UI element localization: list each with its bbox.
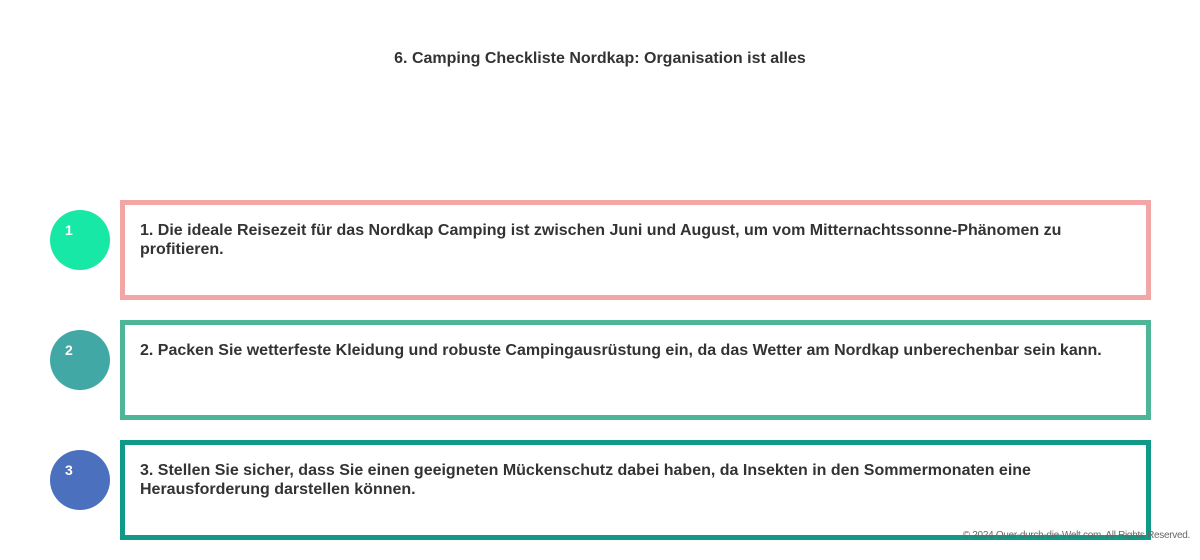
step-number-badge [50, 450, 110, 510]
step-text: 2. Packen Sie wetterfeste Kleidung und robuste Campingausrüstung ein, da das Wetter am Nordkap unberechenbar sein kann. [140, 342, 1102, 359]
step-number: 1 [65, 222, 73, 238]
copyright-notice: © 2024 Quer-durch-die-Welt.com. All Rights Reserved. [962, 530, 1190, 541]
step-card [120, 200, 1151, 300]
step-card [120, 320, 1151, 420]
step-number: 2 [65, 342, 73, 358]
step-text: 3. Stellen Sie sicher, dass Sie einen geeigneten Mückenschutz dabei haben, da Insekten in den Sommermonaten eine Herausforderung darstellen können. [140, 462, 1031, 498]
step-number: 3 [65, 462, 73, 478]
step-text: 1. Die ideale Reisezeit für das Nordkap Camping ist zwischen Juni und August, um vom Mitternachtssonne-Phänomen zu profitieren. [140, 222, 1062, 258]
step-number-badge [50, 330, 110, 390]
step-number-badge [50, 210, 110, 270]
page-title: 6. Camping Checkliste Nordkap: Organisation ist alles [394, 50, 806, 67]
step-card [120, 440, 1151, 540]
